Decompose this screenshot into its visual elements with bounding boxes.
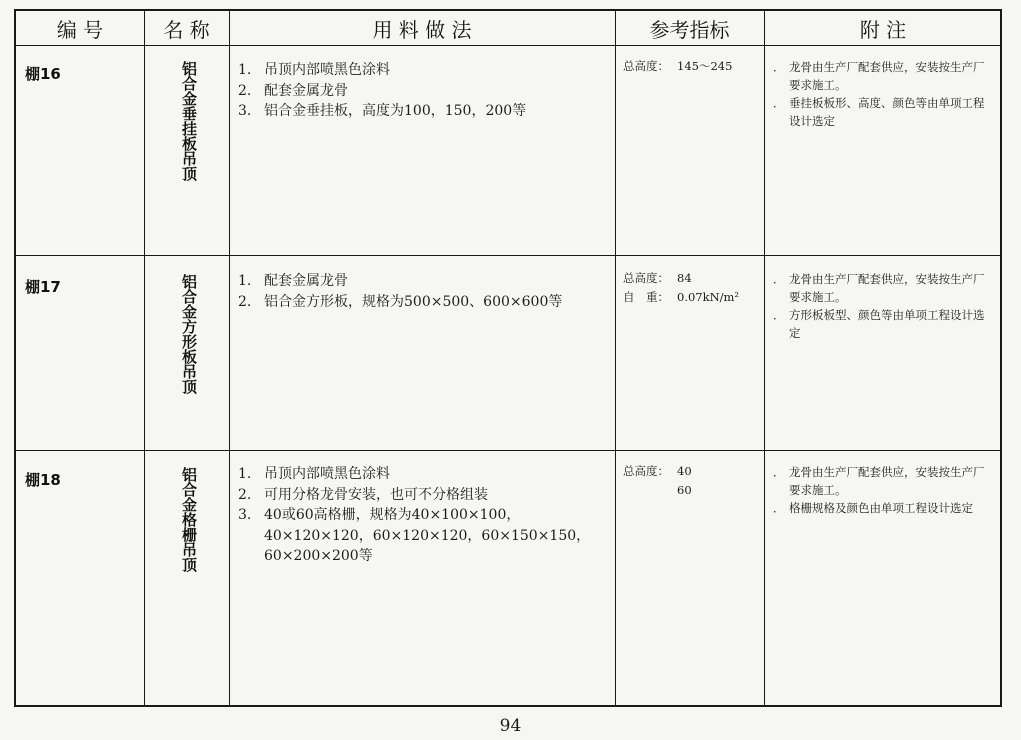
row-name: 铝合金垂挂板吊顶 (180, 61, 198, 181)
method-item: 1. 吊顶内部喷黑色涂料 (238, 62, 390, 78)
row-divider (16, 450, 1000, 451)
row-name: 铝合金方形板吊顶 (180, 274, 198, 394)
note-item: ． 格栅规格及颜色由单项工程设计选定 (773, 501, 973, 515)
row-code: 棚16 (25, 65, 61, 83)
header-code: 编 号 (56, 17, 104, 42)
header-method: 用 料 做 法 (372, 17, 472, 42)
reference-item: 总高度： 40 (623, 464, 692, 478)
row-divider (16, 255, 1000, 256)
method-item: 2. 可用分格龙骨安装，也可不分格组装 (238, 486, 488, 503)
row-notes (773, 464, 995, 519)
row-notes (773, 271, 995, 343)
page-number: 94 (499, 716, 522, 736)
column-divider (144, 11, 145, 705)
reference-item: 60 (677, 483, 692, 497)
column-divider (229, 11, 230, 705)
note-item: ． 龙骨由生产厂配套供应，安装按生产厂要求施工。 (773, 60, 985, 92)
method-item: 3. 40或60高格栅，规格为40×100×100，40×120×120，60×120×120，60×150×150，60×200×200等 (238, 507, 591, 564)
reference-item: 总高度： 84 (623, 271, 692, 285)
note-item: ． 垂挂板板形、高度、颜色等由单项工程设计选定 (773, 96, 985, 128)
row-notes (773, 59, 995, 131)
row-reference (623, 57, 763, 76)
column-divider (764, 11, 765, 705)
note-item: ． 方形板板型、颜色等由单项工程设计选定 (773, 308, 985, 340)
row-reference (623, 269, 763, 307)
row-name: 铝合金格栅吊顶 (180, 467, 198, 572)
header-name: 名 称 (163, 17, 210, 42)
row-method (238, 464, 616, 567)
method-item: 2. 铝合金方形板，规格为500×500、600×600等 (238, 293, 563, 310)
row-divider (16, 45, 1000, 46)
spec-table (14, 9, 1002, 707)
reference-item: 自 重： 0.07kN/m² (623, 290, 740, 304)
row-method (238, 60, 616, 122)
row-method (238, 271, 616, 312)
method-item: 2. 配套金属龙骨 (238, 82, 348, 99)
note-item: ． 龙骨由生产厂配套供应，安装按生产厂要求施工。 (773, 465, 985, 497)
note-item: ． 龙骨由生产厂配套供应，安装按生产厂要求施工。 (773, 272, 985, 304)
method-item: 3. 铝合金垂挂板，高度为100，150，200等 (238, 103, 527, 119)
row-code: 棚18 (25, 471, 61, 489)
method-item: 1. 配套金属龙骨 (238, 273, 348, 289)
row-reference (623, 462, 763, 500)
header-reference: 参考指标 (649, 17, 730, 42)
row-code: 棚17 (25, 278, 61, 296)
header-notes: 附 注 (859, 17, 907, 42)
method-item: 1. 吊顶内部喷黑色涂料 (238, 466, 390, 482)
reference-item: 总高度： 145～245 (623, 59, 733, 73)
